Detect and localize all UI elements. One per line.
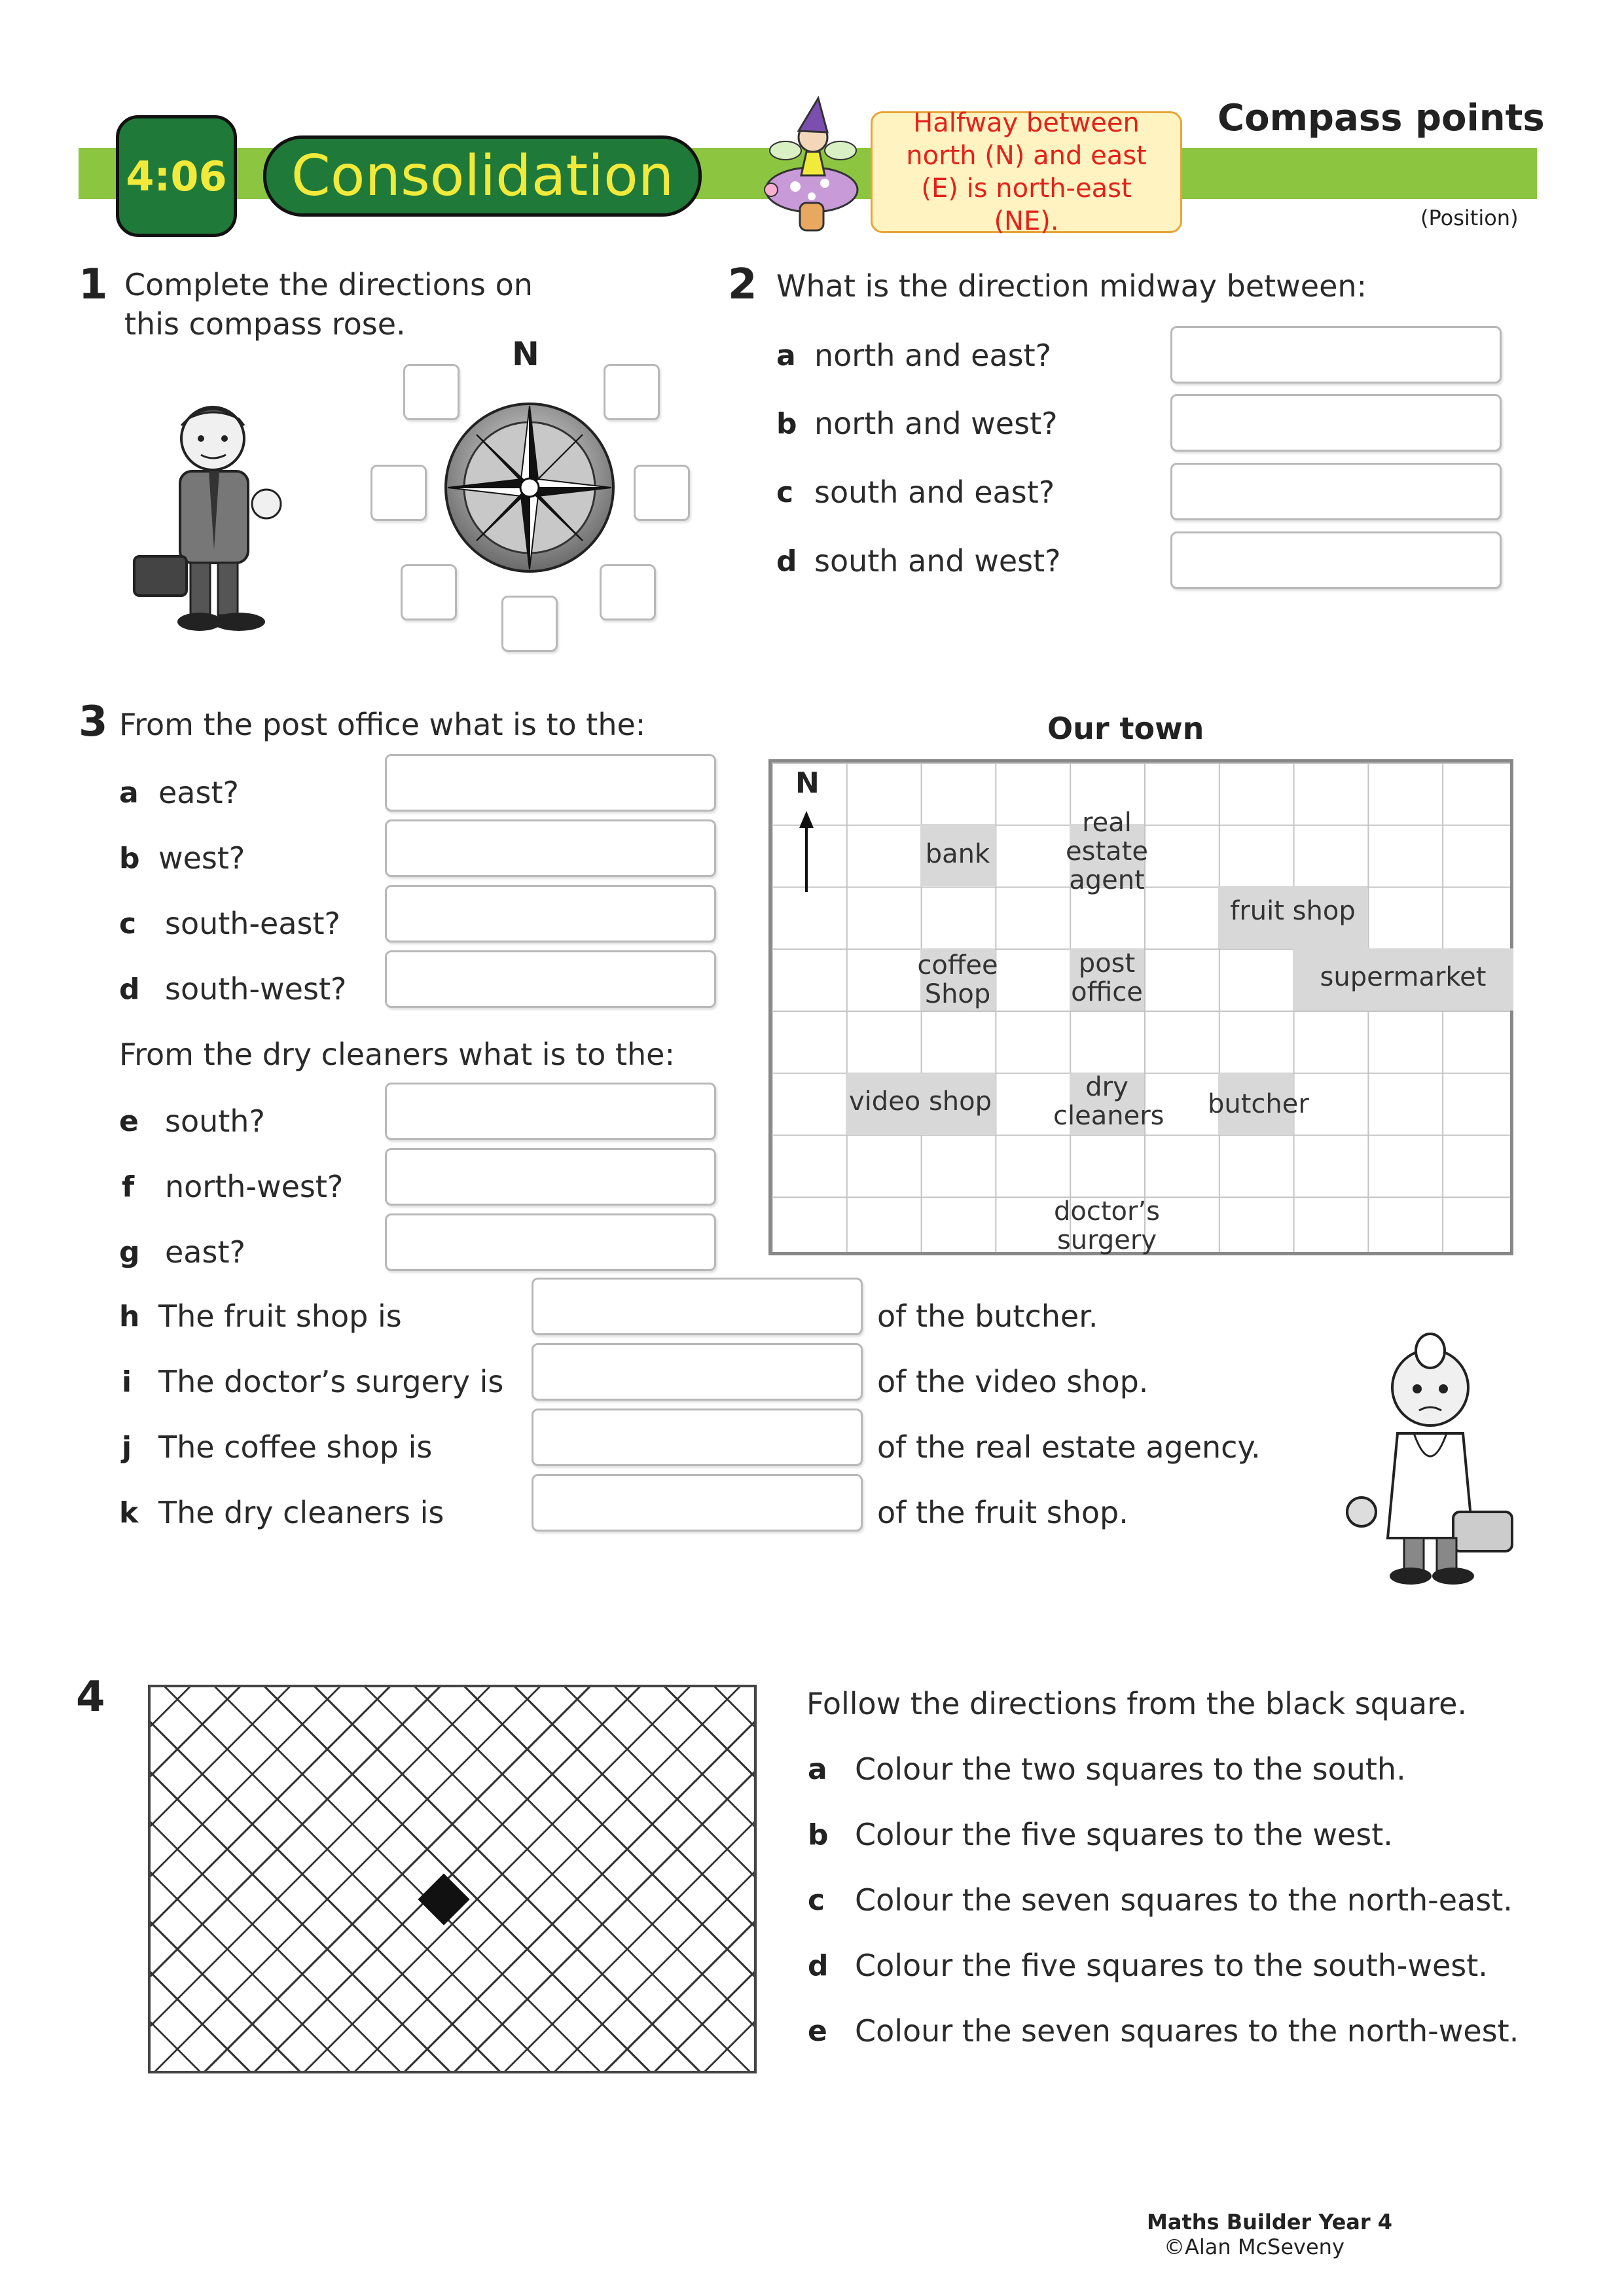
map-label-line: Shop bbox=[924, 979, 991, 1009]
q3-item-letter: e bbox=[119, 1105, 139, 1138]
diagonal-grid bbox=[148, 1685, 757, 2073]
question-number: 1 bbox=[79, 260, 108, 309]
map-label-post-office bbox=[1060, 949, 1154, 1007]
q3-answer-box-g[interactable] bbox=[385, 1213, 716, 1271]
q3-item-letter: b bbox=[119, 842, 140, 875]
q3-item-letter: c bbox=[119, 907, 137, 941]
q4-item-letter: c bbox=[808, 1884, 825, 1917]
q3-answer-box-h[interactable] bbox=[532, 1278, 863, 1335]
q3-sentence-end: of the butcher. bbox=[877, 1299, 1098, 1334]
topic-subtitle: (Position) bbox=[1420, 206, 1519, 230]
q3-answer-box-e[interactable] bbox=[385, 1083, 716, 1140]
q3-item-letter: h bbox=[119, 1300, 140, 1333]
map-label-line: dry bbox=[1085, 1072, 1128, 1102]
q3-item-text: south-west? bbox=[165, 971, 347, 1007]
map-label-line: post bbox=[1078, 948, 1136, 978]
q3-sentence-start: The dry cleaners is bbox=[158, 1495, 444, 1530]
question-number: 4 bbox=[76, 1673, 105, 1721]
q3-item-letter: g bbox=[119, 1236, 140, 1269]
q4-item-letter: b bbox=[808, 1818, 829, 1852]
q3-item-letter: d bbox=[119, 973, 140, 1006]
q4-item-text: Colour the seven squares to the north-west. bbox=[855, 2013, 1519, 2049]
map-label-line: real bbox=[1082, 808, 1132, 838]
doctor-illustration bbox=[1335, 1329, 1525, 1590]
q3-prompt1: From the post office what is to the: bbox=[119, 707, 646, 742]
q2-item-letter: b bbox=[776, 407, 797, 440]
q3-answer-box-d[interactable] bbox=[385, 950, 716, 1008]
q3-item-letter: j bbox=[122, 1431, 132, 1464]
map-label-real-estate bbox=[1053, 808, 1161, 895]
q2-answer-box-d[interactable] bbox=[1170, 531, 1502, 589]
q3-item-text: east? bbox=[158, 775, 239, 810]
compass-answer-box-sw[interactable] bbox=[401, 564, 457, 620]
q3-item-text: south? bbox=[165, 1103, 265, 1139]
q2-prompt: What is the direction midway between: bbox=[776, 268, 1367, 304]
town-map-grid bbox=[768, 759, 1513, 1255]
q2-item-text: north and east? bbox=[814, 338, 1052, 373]
map-label-doctors-surgery bbox=[1047, 1197, 1167, 1255]
map-label-video-shop: video shop bbox=[848, 1086, 992, 1117]
q2-answer-box-b[interactable] bbox=[1170, 394, 1502, 452]
q3-item-text: south-east? bbox=[165, 906, 340, 941]
q3-answer-box-i[interactable] bbox=[532, 1343, 863, 1401]
q1-prompt-line1: Complete the directions on bbox=[124, 267, 533, 302]
q2-item-letter: c bbox=[776, 476, 794, 509]
q3-item-letter: i bbox=[122, 1365, 132, 1399]
footer-book-title: Maths Builder Year 4 bbox=[1147, 2210, 1393, 2234]
q4-item-text: Colour the five squares to the west. bbox=[855, 1817, 1393, 1852]
map-label-bank: bank bbox=[925, 839, 990, 869]
map-label-line: estate bbox=[1066, 836, 1148, 867]
q3-answer-box-b[interactable] bbox=[385, 819, 716, 877]
q3-item-text: north-west? bbox=[165, 1169, 344, 1204]
map-label-fruit-shop: fruit shop bbox=[1230, 896, 1356, 926]
compass-answer-box-e[interactable] bbox=[634, 465, 690, 521]
compass-rose bbox=[442, 401, 617, 575]
map-label-butcher: butcher bbox=[1208, 1089, 1309, 1119]
q3-item-letter: a bbox=[119, 776, 139, 810]
q3-sentence-end: of the real estate agency. bbox=[877, 1429, 1261, 1465]
compass-answer-box-se[interactable] bbox=[600, 564, 656, 620]
businessman-illustration bbox=[128, 393, 298, 635]
map-label-line: office bbox=[1071, 977, 1143, 1007]
map-label-line: surgery bbox=[1056, 1225, 1157, 1255]
q3-item-letter: f bbox=[122, 1170, 135, 1204]
q3-item-text: west? bbox=[158, 840, 245, 876]
tip-text: Halfway between north (N) and east (E) is north-east (NE). bbox=[906, 108, 1147, 236]
q4-item-text: Colour the five squares to the south-west. bbox=[855, 1948, 1488, 1983]
q2-item-letter: a bbox=[776, 339, 796, 372]
q1-prompt-line2: this compass rose. bbox=[124, 306, 406, 342]
q3-answer-box-f[interactable] bbox=[385, 1148, 716, 1206]
topic-title: Compass points bbox=[1218, 97, 1545, 139]
section-badge: 4:06 bbox=[116, 115, 237, 237]
page-title: Consolidation bbox=[263, 135, 702, 217]
map-label-line: cleaners bbox=[1053, 1101, 1164, 1131]
q3-sentence-start: The doctor’s surgery is bbox=[158, 1364, 504, 1399]
north-arrow-icon bbox=[797, 811, 816, 893]
q4-item-letter: d bbox=[808, 1949, 829, 1982]
compass-answer-box-nw[interactable] bbox=[403, 364, 460, 420]
q3-item-text: east? bbox=[165, 1234, 245, 1270]
fairy-mushroom-illustration bbox=[759, 92, 864, 236]
q3-sentence-end: of the fruit shop. bbox=[877, 1495, 1128, 1530]
q3-answer-box-j[interactable] bbox=[532, 1408, 863, 1466]
q3-sentence-start: The coffee shop is bbox=[158, 1429, 433, 1465]
q4-prompt: Follow the directions from the black square. bbox=[806, 1686, 1468, 1721]
map-label-line: doctor’s bbox=[1053, 1196, 1160, 1227]
footer-copyright: ©Alan McSeveny bbox=[1164, 2234, 1344, 2259]
compass-answer-box-w[interactable] bbox=[370, 465, 427, 521]
q2-answer-box-c[interactable] bbox=[1170, 463, 1502, 520]
map-label-supermarket: supermarket bbox=[1320, 962, 1487, 992]
compass-answer-box-s[interactable] bbox=[501, 596, 558, 652]
map-north-label: N bbox=[795, 766, 820, 800]
question-number: 3 bbox=[79, 698, 108, 746]
q3-answer-box-k[interactable] bbox=[532, 1474, 863, 1532]
q4-item-letter: a bbox=[808, 1753, 827, 1786]
map-label-line: agent bbox=[1069, 865, 1145, 895]
q2-item-letter: d bbox=[776, 545, 797, 578]
compass-answer-box-ne[interactable] bbox=[604, 364, 660, 420]
q3-prompt2: From the dry cleaners what is to the: bbox=[119, 1037, 675, 1072]
q3-answer-box-c[interactable] bbox=[385, 885, 716, 942]
q2-item-text: north and west? bbox=[814, 406, 1058, 441]
q2-item-text: south and east? bbox=[814, 475, 1055, 510]
tip-box bbox=[871, 108, 1182, 236]
map-label-coffee-shop bbox=[909, 951, 1006, 1009]
q3-item-letter: k bbox=[119, 1496, 139, 1530]
q4-item-text: Colour the two squares to the south. bbox=[855, 1751, 1406, 1787]
q3-answer-box-a[interactable] bbox=[385, 754, 716, 812]
q2-item-text: south and west? bbox=[814, 543, 1061, 579]
q4-item-text: Colour the seven squares to the north-east. bbox=[855, 1882, 1513, 1918]
map-label-dry-cleaners bbox=[1053, 1072, 1164, 1131]
q3-sentence-end: of the video shop. bbox=[877, 1364, 1149, 1399]
q2-answer-box-a[interactable] bbox=[1170, 326, 1502, 384]
question-number: 2 bbox=[728, 260, 757, 309]
q4-item-letter: e bbox=[808, 2015, 827, 2048]
black-start-square bbox=[418, 1873, 469, 1925]
map-label-line: coffee bbox=[917, 950, 998, 980]
map-title: Our town bbox=[1047, 711, 1204, 746]
q3-sentence-start: The fruit shop is bbox=[158, 1299, 402, 1334]
compass-north-label: N bbox=[512, 335, 539, 373]
